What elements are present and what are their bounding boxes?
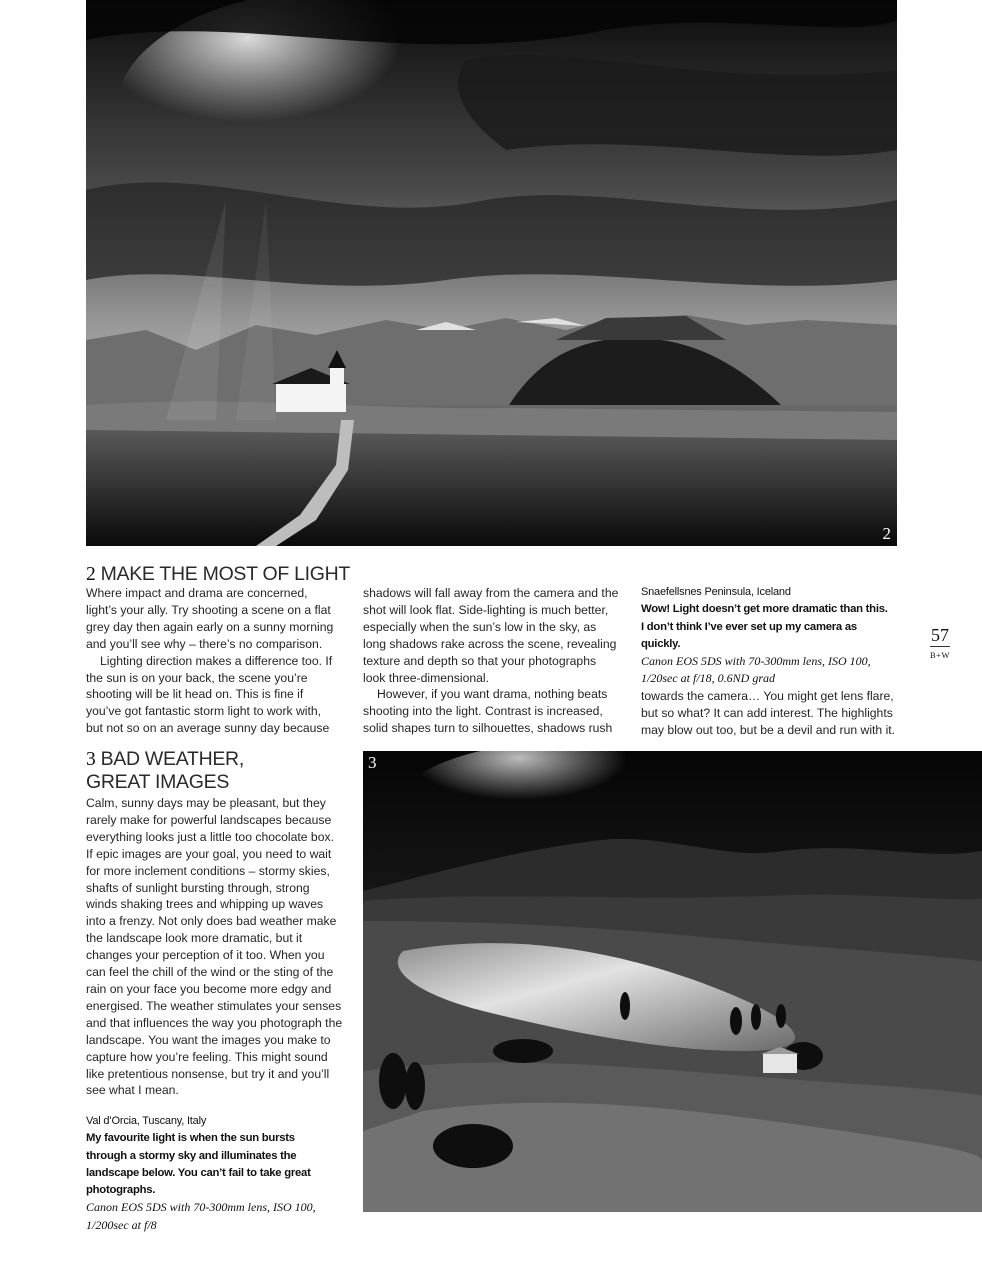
caption-camera-settings: Canon EOS 5DS with 70-300mm lens, ISO 100, 1/200sec at f/8 — [86, 1200, 316, 1232]
photo-iceland-church — [86, 0, 897, 546]
section-2-paragraph: Lighting direction makes a difference too. If the sun is on your back, the scene you’re shooting will be lit head on. This is fine if you’ve got fantastic storm light to work with, but not so on an average sunny day because — [86, 653, 333, 736]
section-3-title-line-1: BAD WEATHER, — [100, 748, 244, 770]
tuscany-landscape-image — [363, 751, 982, 1212]
caption-tuscany — [86, 1113, 338, 1234]
section-3-heading — [86, 748, 244, 794]
section-2-paragraph: shadows will fall away from the camera and the shot will look flat. Side-lighting is much better, especially when the sun’s low in the sky, as long shadows rake across the scene, revealing texture and depth so that your photographs look three-dimensional. — [363, 586, 619, 685]
caption-quote: Wow! Light doesn’t get more dramatic than this. I don’t think I’ve ever set up my camera as quickly. — [641, 603, 888, 650]
folio-divider — [930, 646, 950, 647]
section-2-column-1 — [86, 585, 341, 737]
section-2-heading — [86, 562, 350, 587]
iceland-landscape-image — [86, 0, 897, 546]
photo-tuscany-hills — [363, 751, 982, 1212]
page-number: 57 — [931, 625, 949, 645]
section-2-paragraph: However, if you want drama, nothing beats shooting into the light. Contrast is increased, solid shapes turn to silhouettes, shadows rush — [363, 687, 613, 736]
caption-location: Snaefellsnes Peninsula, Iceland — [641, 586, 791, 598]
section-2-title: MAKE THE MOST OF LIGHT — [100, 563, 351, 585]
section-2-paragraph: Where impact and drama are concerned, light’s your ally. Try shooting a scene on a flat grey day then again early on a sunny morning and you’ll see why – there’s no comparison. — [86, 586, 334, 651]
caption-location: Val d’Orcia, Tuscany, Italy — [86, 1115, 207, 1127]
section-2-number: 2 — [86, 564, 96, 585]
section-2-column-3 — [641, 688, 899, 739]
caption-camera-settings: Canon EOS 5DS with 70-300mm lens, ISO 100, 1/20sec at f/18, 0.6ND grad — [641, 654, 871, 686]
photo-number-3: 3 — [368, 753, 377, 772]
section-2-column-2 — [363, 585, 621, 737]
section-3-paragraph: Calm, sunny days may be pleasant, but they rarely make for powerful landscapes because everything looks just a little too chocolate box. If epic images are your goal, you need to wait for more inclement conditions – stormy skies, shafts of sunlight bursting through, strong winds shaking trees and whipping up waves into a frenzy. Not only does bad weather make the landscape look more dramatic, but it changes your perception of it too. When you can feel the chill of the wind or the sting of the rain on your face you become more edgy and energised. The weather stimulates your senses and that influences the way you photograph the landscape. You want the images you make to capture how you’re feeling. This might sound like pretentious nonsense, but try it and you’ll see what I mean. — [86, 796, 343, 1098]
caption-iceland — [641, 584, 893, 688]
section-2-paragraph: towards the camera… You might get lens flare, but so what? It can add interest. The highlights may blow out too, but be a devil and run with it. — [641, 689, 896, 737]
photo-number-2: 2 — [882, 524, 891, 543]
magazine-mark: B+W — [930, 650, 950, 660]
caption-quote: My favourite light is when the sun bursts through a stormy sky and illuminates the landscape below. You can’t fail to take great photographs. — [86, 1132, 311, 1197]
folio — [922, 626, 958, 660]
section-3-number: 3 — [86, 749, 96, 770]
section-3-body — [86, 795, 344, 1099]
section-3-title-line-2: GREAT IMAGES — [86, 771, 230, 793]
